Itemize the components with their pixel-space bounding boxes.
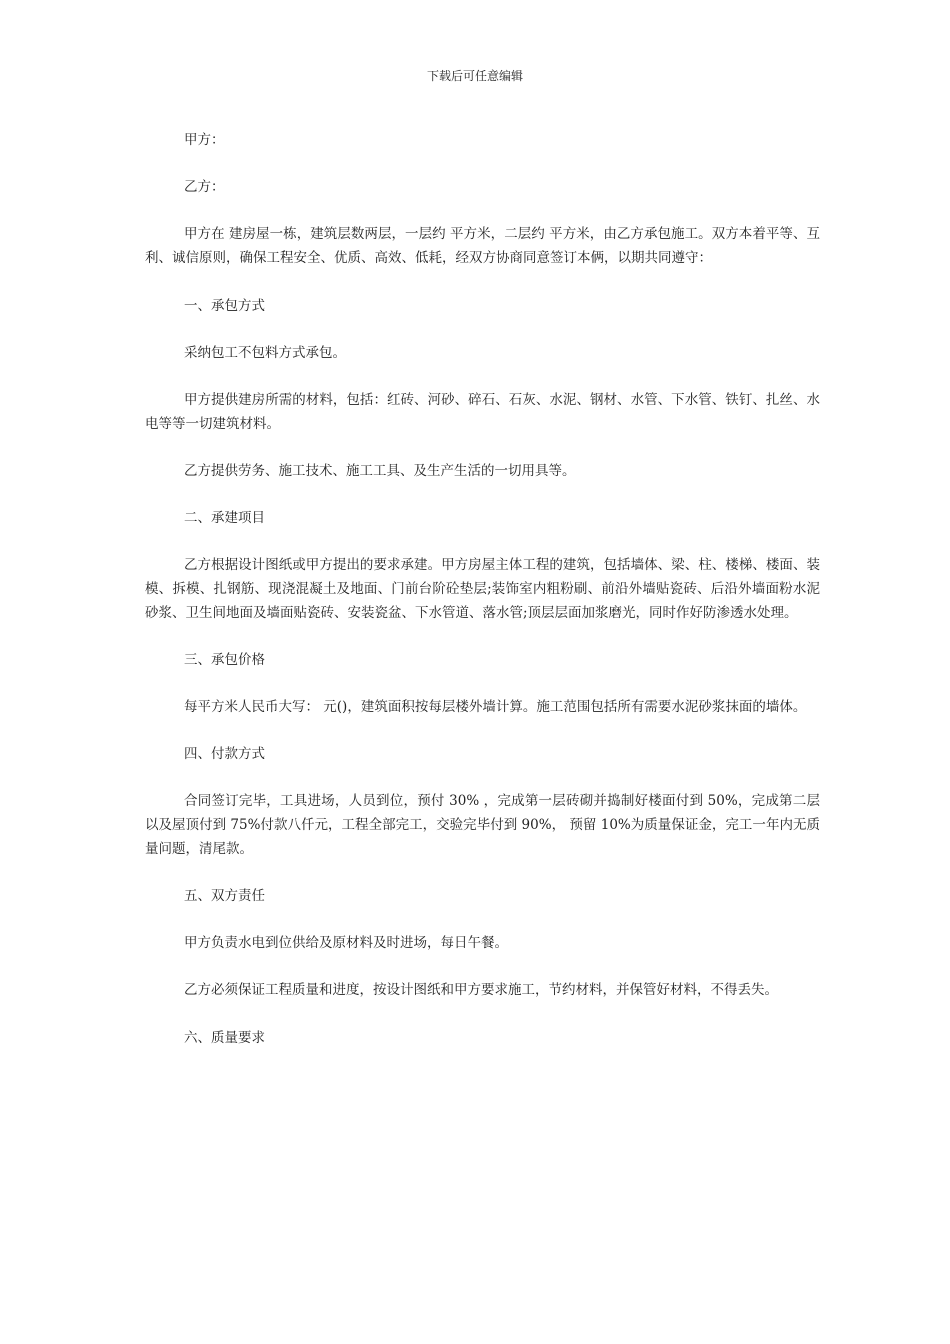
section-1-paragraph-2: 甲方提供建房所需的材料，包括：红砖、河砂、碎石、石灰、水泥、钢材、水管、下水管、铁钉、扎丝、水电等等一切建筑材料。: [145, 392, 820, 432]
party-b-label: 乙方：: [184, 179, 225, 195]
section-3-heading: 三、承包价格: [184, 652, 265, 668]
party-a-label: 甲方：: [184, 132, 225, 148]
section-5-heading: 五、双方责任: [184, 888, 265, 904]
section-2-paragraph-1: 乙方根据设计图纸或甲方提出的要求承建。甲方房屋主体工程的建筑，包括墙体、梁、柱、楼梯、楼面、装模、拆模、扎钢筋、现浇混凝土及地面、门前台阶砼垫层;装饰室内粗粉刷、前沿外墙贴瓷砖、后沿外墙面粉水泥砂浆、卫生间地面及墙面贴瓷砖、安装瓷盆、下水管道、落水管;顶层层面加浆磨光，同时作好防渗透水处理。: [145, 557, 820, 621]
section-2-heading: 二、承建项目: [184, 510, 265, 526]
intro-paragraph: 甲方在 建房屋一栋，建筑层数两层，一层约 平方米，二层约 平方米，由乙方承包施工。双方本着平等、互利、诚信原则，确保工程安全、优质、高效、低耗，经双方协商同意签订本俩，以期共同遵守：: [145, 226, 820, 266]
section-4-heading: 四、付款方式: [184, 746, 265, 762]
page-header: 下载后可任意编辑: [426, 69, 523, 83]
section-1-paragraph-3: 乙方提供劳务、施工技术、施工工具、及生产生活的一切用具等。: [184, 463, 576, 479]
section-5-paragraph-2: 乙方必须保证工程质量和进度，按设计图纸和甲方要求施工，节约材料，并保管好材料，不得丢失。: [184, 982, 778, 998]
section-4-paragraph-1: 合同签订完毕，工具进场，人员到位，预付 30% ，完成第一层砖砌并捣制好楼面付到 50%，完成第二层以及屋顶付到 75%付款八仟元，工程全部完工，交验完毕付到 90%， 预留 10%为质量保证金，完工一年内无质量问题，清尾款。: [145, 793, 820, 857]
section-3-paragraph-1: 每平方米人民币大写： 元()，建筑面积按每层楼外墙计算。施工范围包括所有需要水泥砂浆抹面的墙体。: [184, 699, 807, 715]
section-1-paragraph-1: 采纳包工不包料方式承包。: [184, 345, 346, 361]
section-5-paragraph-1: 甲方负责水电到位供给及原材料及时进场，每日午餐。: [184, 935, 508, 951]
section-6-heading: 六、质量要求: [184, 1030, 265, 1046]
section-1-heading: 一、承包方式: [184, 298, 265, 314]
document-body: [145, 128, 820, 1073]
